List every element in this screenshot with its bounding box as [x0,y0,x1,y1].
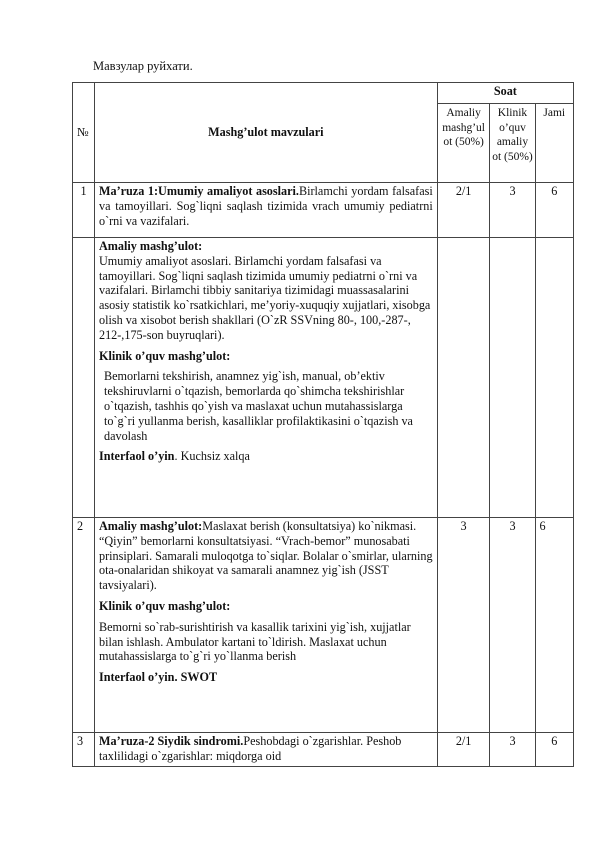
header-topic: Mashg’ulot mavzulari [94,83,437,183]
clinical-label: Klinik o’quv mashg’ulot: [98,348,231,363]
header-number: № [73,83,95,183]
row-number: 1 [73,183,95,238]
row-number: 3 [73,733,95,767]
cell-practical-hours [437,238,490,518]
cell-clinical-hours [490,238,535,518]
interactive-label: Interfaol o’yin [98,670,175,685]
lecture-text: Birlamchi yordam falsafasi va tamoyillari. Sog`liqni saqlash tizimida vrach umumiy pediatrni o`rni va vazifalari. [98,184,433,228]
header-hours: Soat [437,83,573,104]
table-row [73,733,574,767]
row-number: 2 [73,518,95,733]
cell-practical-hours: 2/1 [437,183,490,238]
cell-practical-hours: 3 [437,518,490,733]
cell-total-hours: 6 [535,518,574,733]
lecture-text: Peshobdagi o`zgarishlar. Peshob taxlilidagi o`zgarishlar: miqdorga oid [98,734,402,763]
practical-text: Umumiy amaliyot asoslari. Birlamchi yordam falsafasi va tamoyillari. Sog`liqni saqlash tizimida umumiy pediatrni o`rni va vazifalari. Birlamchi tibbiy sanitariya tizimidagi muassasalarini asosiy statistik ko`rsatkichlari, me’yoriy-xuquqiy xujjatlari, xisobga olish va xisobot berish shakllari (O`zR SSVning 80-, 100,-287-, 212-,175-son buyruqlari). [98,253,431,342]
practical-text: Maslaxat berish (konsultatsiya) ko`nikmasi. “Qiyin” bemorlarni konsultatsiyasi. “Vrach-bemor” munosabati prinsiplari. Samarali muloqotga to`siqlar. Bolalar o`smirlar, ularning ota-onalaridan shikoyat va samarali anamnez yig`ish (JSST tavsiyalari). [98,519,433,593]
document-title: Мавзулар руйхати. [93,59,193,73]
cell-clinical-hours: 3 [490,733,535,767]
syllabus-table [72,82,574,767]
row-topic [94,518,437,733]
lecture-title: Ma’ruza 1:Umumiy amaliyot asoslari. [98,184,299,198]
table-row [73,238,574,518]
cell-total-hours: 6 [535,733,574,767]
cell-total-hours: 6 [535,183,574,238]
cell-practical-hours: 2/1 [437,733,490,767]
interactive-text: . Kuchsiz xalqa [174,449,250,464]
row-number [73,238,95,518]
practical-label: Amaliy mashg’ulot: [98,519,203,533]
row-topic [94,238,437,518]
cell-total-hours [535,238,574,518]
header-total: Jami [535,104,574,183]
interactive-game [99,670,433,685]
clinical-text: Bemorlarni tekshirish, anamnez yig`ish, manual, ob’ektiv tekshiruvlarni o`tqazish, bemorlarda qo`shimcha tekshirishlar o`tqazish, tashhis qo`yish va maslaxat uchun mutahassislarga to`g`ri yullanma berish, kasalliklar profilaktikasini o`tqazish va davolash [103,369,413,443]
header-row [73,83,574,104]
header-practical: Amaliy mashg’ul ot (50%) [437,104,490,183]
practical-block [99,519,433,593]
interactive-label: Interfaol o’yin [98,449,175,464]
cell-clinical-hours: 3 [490,518,535,733]
clinical-text: Bemorni so`rab-surishtirish va kasallik tarixini yig`ish, xujjatlar bilan ishlash. Ambulator kartani to`ldirish. Maslaxat uchun mutahassislarga to`g`ri yo`llanma berish [98,619,411,664]
header-clinical: Klinik o’quv amaliy ot (50%) [490,104,535,183]
row-topic [94,183,437,238]
clinical-label: Klinik o’quv mashg’ulot: [98,598,231,613]
cell-clinical-hours: 3 [490,183,535,238]
lecture-title: Ma’ruza-2 Siydik sindromi. [98,734,244,748]
interactive-game [99,449,433,464]
interactive-text: . SWOT [174,670,218,685]
table-row [73,518,574,733]
row-topic [94,733,437,767]
practical-label: Amaliy mashg’ulot: [98,239,203,253]
table-row [73,183,574,238]
